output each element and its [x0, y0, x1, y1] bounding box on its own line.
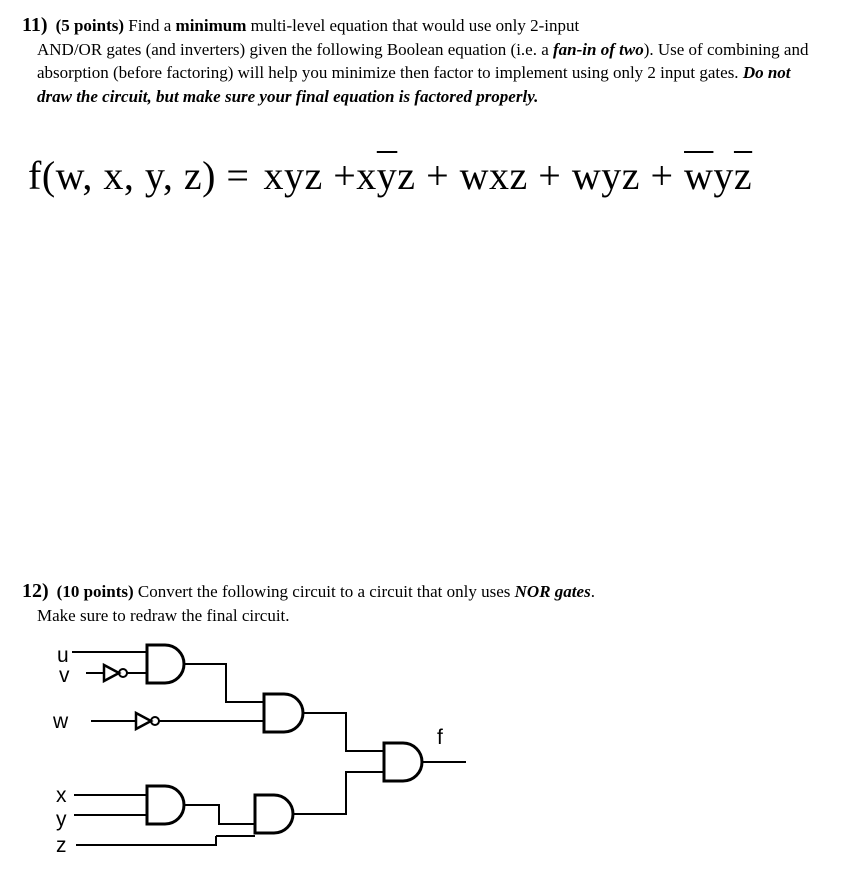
text-run: . — [590, 582, 595, 601]
text-run: AND/OR gates (and inverters) given the following Boolean equation (i.e. a — [37, 39, 554, 59]
term-z: z — [397, 153, 416, 198]
and-gate-3 — [147, 786, 184, 824]
input-label-y: y — [56, 808, 67, 831]
emphasis-fan-in: fan-in of two — [553, 39, 644, 59]
term-xyz: xyz — [263, 153, 323, 198]
question-number: 11) — [22, 14, 48, 36]
input-label-x: x — [56, 784, 67, 807]
question-number: 12) — [22, 580, 49, 602]
wire-gate4-out — [293, 772, 384, 814]
wire-gate3-out — [184, 805, 255, 824]
and-gate-5 — [384, 743, 422, 781]
term-y: y — [713, 153, 734, 198]
points-label: (10 points) — [56, 582, 134, 601]
wire-gate1-out — [184, 664, 264, 702]
output-label-f: f — [437, 726, 443, 749]
and-gate-1 — [147, 645, 184, 683]
inverter-v — [104, 665, 127, 681]
input-label-u: u — [57, 644, 69, 667]
wire-gate2-out — [303, 713, 384, 751]
input-label-v: v — [59, 664, 70, 687]
input-label-w: w — [53, 710, 69, 733]
equation-lhs: f(w, x, y, z) = — [28, 153, 250, 198]
term-wxz: + wxz — [426, 153, 528, 198]
points-label: (5 points) — [55, 16, 125, 35]
input-label-z: z — [56, 834, 67, 857]
text-run: Find a — [124, 16, 176, 35]
question-12-instruction: Make sure to redraw the final circuit. — [37, 605, 290, 625]
and-gate-4 — [255, 795, 293, 833]
emphasis-nor: NOR gates — [514, 582, 591, 601]
wire-z — [76, 836, 216, 845]
text-run: Convert the following circuit to a circuit that only uses — [133, 582, 515, 601]
term-z-bar: $\overline{z}$ — [733, 153, 753, 198]
instruction-note: Do not draw the circuit, but make sure your final equation is factored properly. — [37, 63, 791, 106]
inverter-w — [136, 713, 159, 729]
term-x: +x — [333, 153, 377, 198]
and-gate-2 — [264, 694, 303, 732]
text-run: ). Use of combining and absorption (before factoring) will help you minimize then factor to implement using only 2 input gates. — [37, 39, 809, 82]
term-y-bar: $\overline{y}$ — [376, 153, 398, 198]
emphasis-minimum: minimum — [175, 16, 247, 35]
text-run: multi-level equation that would use only 2-input — [246, 16, 580, 35]
term-w-bar: $\overline{w}$ — [684, 153, 714, 198]
term-wyz: + wyz + — [538, 153, 674, 198]
